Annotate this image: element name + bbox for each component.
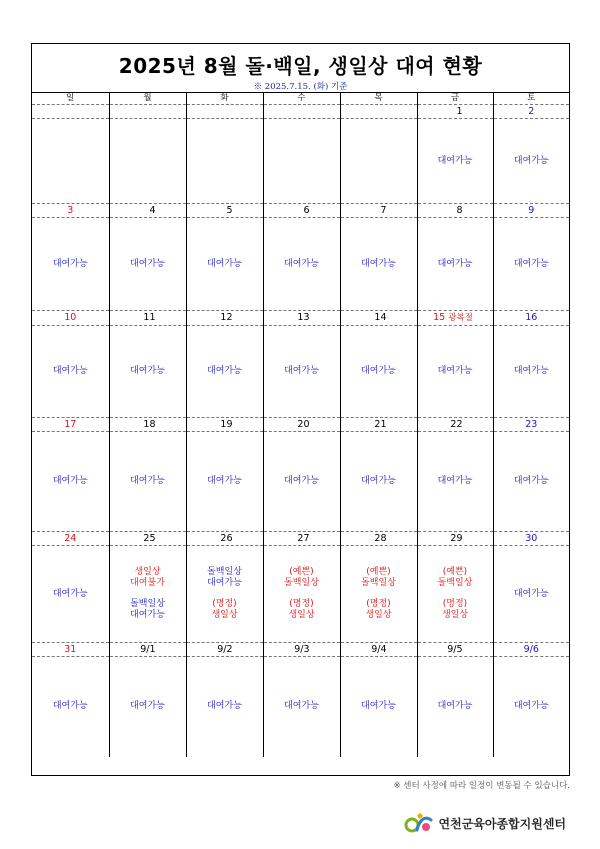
date-cell: 4 (109, 204, 186, 218)
status-available: 대여가능 (493, 119, 569, 204)
weekday-sun: 일 (32, 93, 109, 105)
status-available: 대여가능 (263, 326, 340, 418)
date-cell: 19 (186, 418, 263, 432)
week-3-dates (32, 311, 569, 326)
status-available: 대여가능 (32, 657, 109, 757)
status-line: 생일상 (288, 610, 315, 620)
date-cell: 10 (32, 311, 109, 326)
status-available: 대여가능 (186, 657, 263, 757)
date-cell: 7 (340, 204, 417, 218)
status-line: (명정) (366, 599, 391, 609)
status-available: 대여가능 (263, 218, 340, 311)
status-available: 대여가능 (340, 432, 417, 532)
status-available: 대여가능 (109, 432, 186, 532)
weekday-mon: 월 (109, 93, 186, 105)
status-available: 대여가능 (186, 218, 263, 311)
date-cell: 9/6 (493, 643, 569, 657)
reservation-status-thu (340, 546, 417, 643)
date-number: 15 (433, 312, 446, 323)
date-cell: 9/5 (417, 643, 493, 657)
date-cell (32, 105, 109, 119)
date-cell: 9/3 (263, 643, 340, 657)
date-cell: 25 (109, 532, 186, 546)
reservation-status-tue (186, 546, 263, 643)
date-cell: 12 (186, 311, 263, 326)
org-name: 연천군육아종합지원센터 (438, 816, 566, 831)
status-available: 대여가능 (493, 657, 569, 757)
status-available: 대여가능 (493, 432, 569, 532)
status-line: (예쁜) (442, 567, 468, 577)
status-available: 대여가능 (109, 657, 186, 757)
date-cell: 28 (340, 532, 417, 546)
status-line: (명정) (442, 599, 468, 609)
status-available: 대여가능 (186, 432, 263, 532)
date-cell: 9 (493, 204, 569, 218)
page-title: 2025년 8월 돌·백일, 생일상 대여 현황 (118, 54, 483, 78)
date-cell (340, 105, 417, 119)
date-cell: 8 (417, 204, 493, 218)
calendar-table (32, 92, 569, 757)
status-line: 돌백일상 (437, 578, 473, 588)
status-line: 생일상 (441, 610, 469, 620)
status-available: 대여가능 (493, 218, 569, 311)
status-line: 생일상 (134, 567, 161, 577)
week-3-status (32, 326, 569, 418)
date-cell: 16 (493, 311, 569, 326)
status-line: 생일상 (365, 610, 392, 620)
reservation-status-wed (263, 546, 340, 643)
status-line: 대여불가 (130, 578, 165, 588)
status-line: 돌백일상 (207, 567, 242, 577)
status-available: 대여가능 (340, 218, 417, 311)
date-cell: 9/4 (340, 643, 417, 657)
date-cell: 29 (417, 532, 493, 546)
week-4-status (32, 432, 569, 532)
week-1-dates (32, 105, 569, 119)
status-available: 대여가능 (32, 432, 109, 532)
status-available: 대여가능 (417, 432, 493, 532)
date-cell: 20 (263, 418, 340, 432)
date-cell: 5 (186, 204, 263, 218)
status-available: 대여가능 (32, 326, 109, 418)
status-line: 돌백일상 (361, 578, 396, 588)
status-line: 돌백일상 (130, 599, 165, 609)
date-cell: 30 (493, 532, 569, 546)
weekday-sat: 토 (493, 93, 569, 105)
date-cell: 31 (32, 643, 109, 657)
week-5-dates (32, 532, 569, 546)
date-cell: 9/1 (109, 643, 186, 657)
date-cell: 24 (32, 532, 109, 546)
status-available: 대여가능 (417, 218, 493, 311)
status-available: 대여가능 (109, 218, 186, 311)
date-cell: 14 (340, 311, 417, 326)
week-6-dates (32, 643, 569, 657)
date-cell: 2 (493, 105, 569, 119)
reservation-status-mon (109, 546, 186, 643)
org-logo-icon (404, 812, 434, 834)
week-4-dates (32, 418, 569, 432)
date-cell: 26 (186, 532, 263, 546)
status-line: (예쁜) (366, 567, 391, 577)
date-cell: 3 (32, 204, 109, 218)
weekday-fri: 금 (417, 93, 493, 105)
date-cell (186, 105, 263, 119)
date-cell: 21 (340, 418, 417, 432)
status-available: 대여가능 (340, 657, 417, 757)
status-line: 돌백일상 (284, 578, 319, 588)
date-cell: 9/2 (186, 643, 263, 657)
status-available: 대여가능 (340, 326, 417, 418)
date-cell: 13 (263, 311, 340, 326)
date-cell: 17 (32, 418, 109, 432)
date-cell: 6 (263, 204, 340, 218)
status-line: 대여가능 (130, 610, 165, 620)
week-1-status (32, 119, 569, 204)
status-available: 대여가능 (263, 432, 340, 532)
status-available: 대여가능 (32, 546, 109, 643)
date-cell: 27 (263, 532, 340, 546)
status-available: 대여가능 (493, 326, 569, 418)
date-cell (109, 105, 186, 119)
weekday-tue: 화 (186, 93, 263, 105)
status-line: (명정) (212, 599, 237, 609)
weekday-wed: 수 (263, 93, 340, 105)
status-available: 대여가능 (417, 326, 493, 418)
reference-date: ※ 2025.7.15. (화) 기준 (253, 82, 348, 92)
footer-notice: ※ 센터 사정에 따라 일정이 변동될 수 있습니다. (393, 781, 570, 791)
status-available: 대여가능 (263, 657, 340, 757)
reservation-status-fri (417, 546, 493, 643)
status-available: 대여가능 (109, 326, 186, 418)
status-line: 대여가능 (207, 578, 242, 588)
weekday-header (32, 93, 569, 105)
status-available: 대여가능 (493, 546, 569, 643)
status-available: 대여가능 (417, 657, 493, 757)
weekday-thu: 목 (340, 93, 417, 105)
date-cell: 23 (493, 418, 569, 432)
date-cell-holiday (417, 311, 493, 326)
status-line: (명정) (289, 599, 314, 609)
date-cell: 1 (417, 105, 493, 119)
status-available: 대여가능 (417, 119, 493, 204)
status-available: 대여가능 (186, 326, 263, 418)
week-6-status (32, 657, 569, 757)
status-available: 대여가능 (32, 218, 109, 311)
date-cell: 11 (109, 311, 186, 326)
date-cell: 18 (109, 418, 186, 432)
status-line: (예쁜) (289, 567, 314, 577)
week-2-status (32, 218, 569, 311)
calendar-frame (31, 43, 570, 776)
date-cell: 22 (417, 418, 493, 432)
date-cell (263, 105, 340, 119)
status-line: 생일상 (211, 610, 238, 620)
week-2-dates (32, 204, 569, 218)
week-5-status (32, 546, 569, 643)
holiday-label: 광복절 (448, 313, 473, 323)
org-logo (404, 812, 566, 834)
